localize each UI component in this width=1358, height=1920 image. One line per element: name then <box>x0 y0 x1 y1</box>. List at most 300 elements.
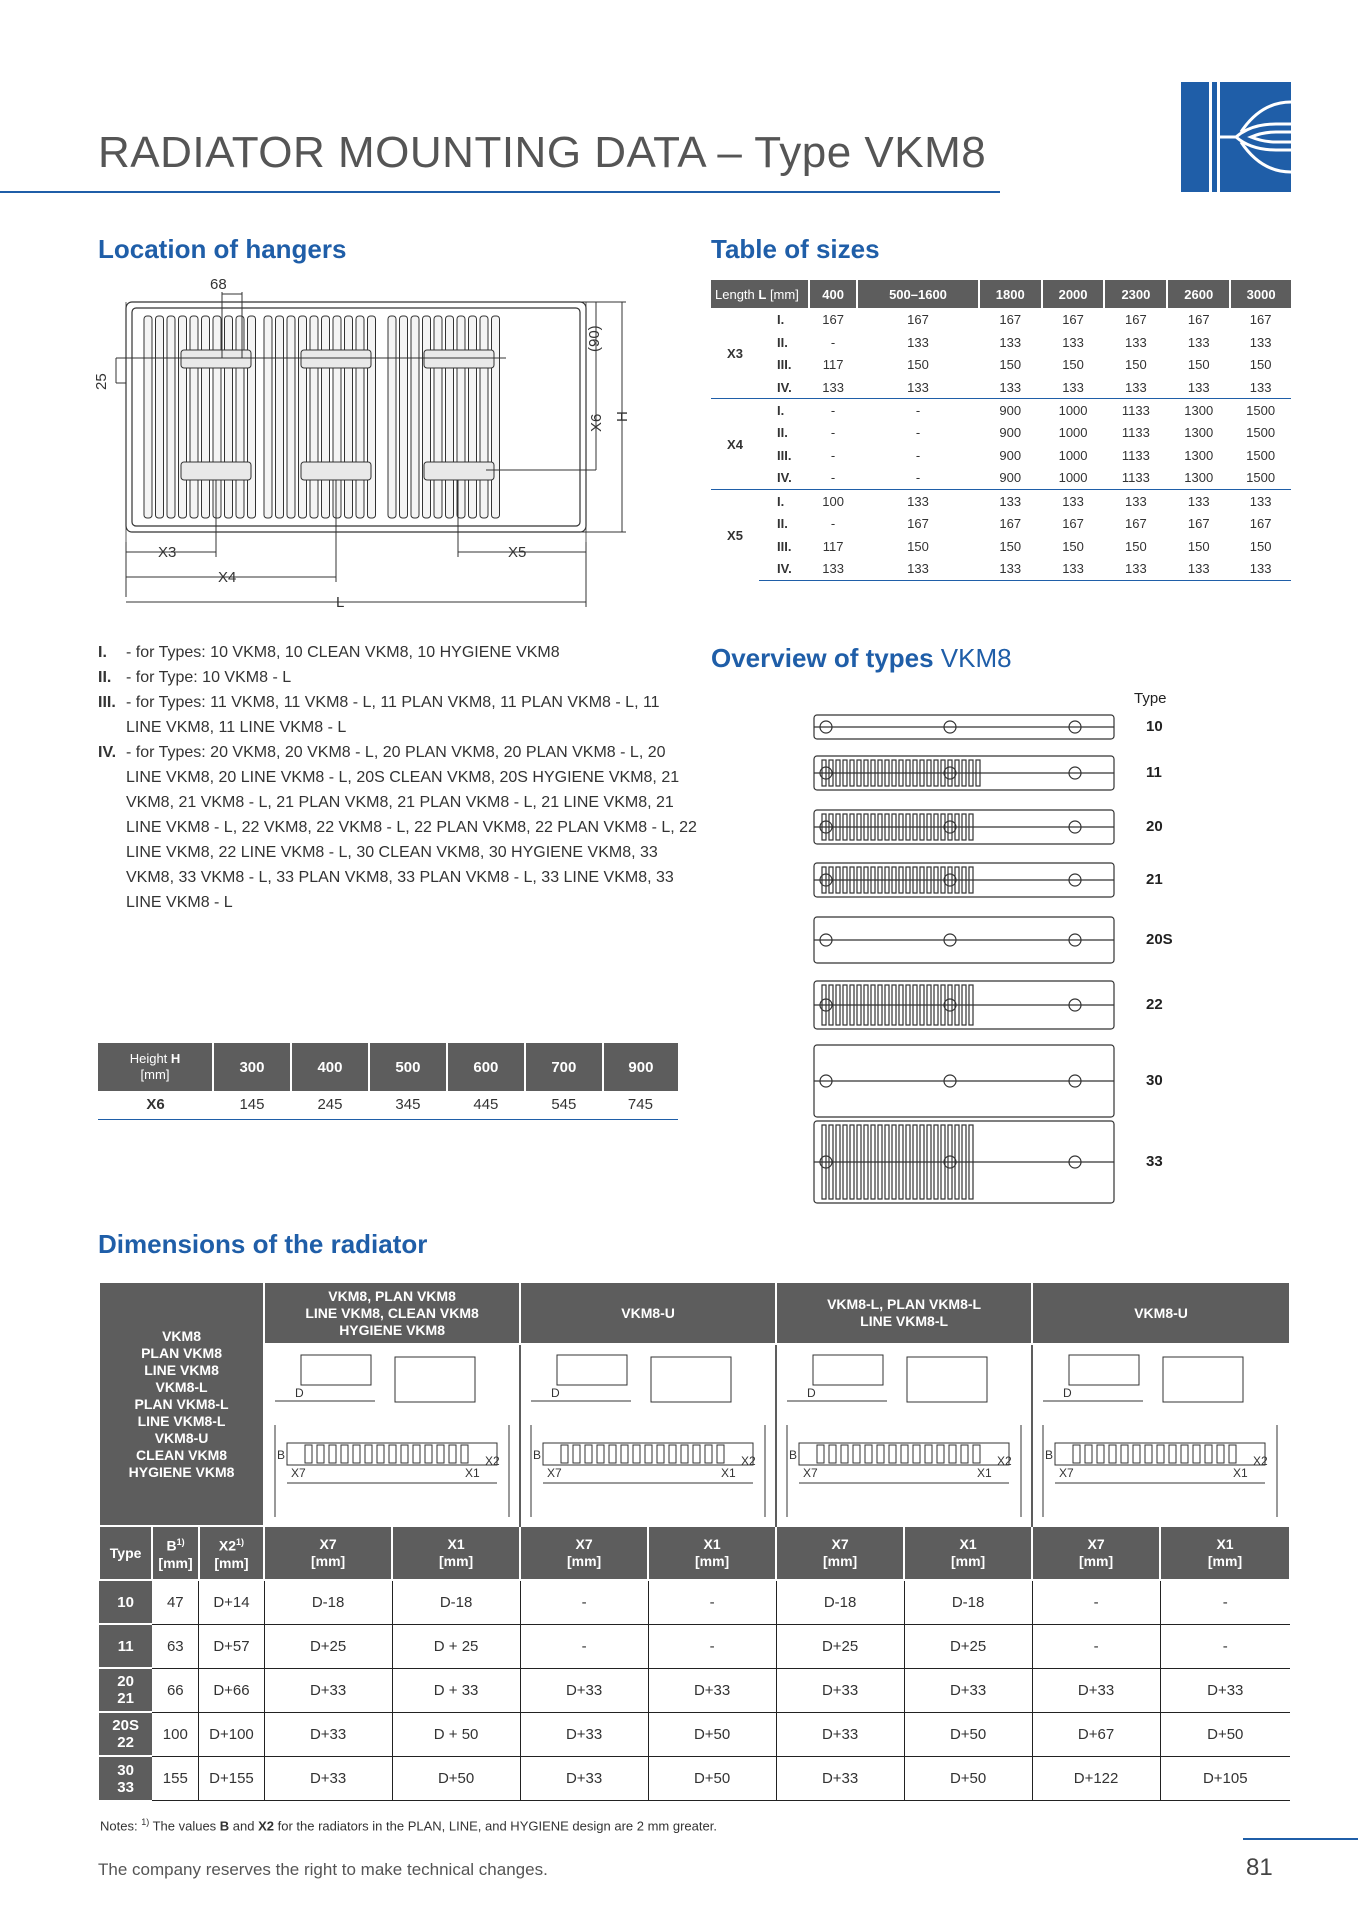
group-head-4 <box>1032 1282 1290 1344</box>
dimension-row <box>99 1712 1290 1756</box>
size-cell: 133 <box>1062 334 1084 350</box>
size-cell: 133 <box>1167 558 1230 581</box>
diagram-label-d: D <box>295 1386 304 1400</box>
size-cell: 167 <box>1125 516 1147 532</box>
dim-68: 68 <box>210 276 227 293</box>
sizes-row <box>711 376 1291 399</box>
diagram-label-x2: X2 <box>1253 1454 1268 1468</box>
dimension-value: D+33 <box>776 1756 904 1800</box>
diagram-label-x7: X7 <box>547 1466 562 1480</box>
model-name: VKM8-L <box>155 1378 208 1395</box>
roman-label: II. <box>777 334 788 350</box>
x6-value: 745 <box>603 1091 678 1119</box>
roman-label: III. <box>777 447 792 463</box>
size-cell: 150 <box>1187 538 1210 554</box>
radiator-type-drawing <box>810 807 1120 847</box>
sizes-row <box>711 558 1291 581</box>
footer-disclaimer: The company reserves the right to make technical changes. <box>98 1860 548 1879</box>
size-cell: 133 <box>999 379 1022 395</box>
dimension-value: 63 <box>152 1624 199 1668</box>
dimension-value: D+33 <box>264 1712 392 1756</box>
dimension-value: D-18 <box>392 1580 520 1624</box>
size-cell: 133 <box>1062 379 1084 395</box>
mounting-diagram <box>1032 1344 1290 1526</box>
group-head-line: VKM8-U <box>621 1304 675 1321</box>
size-cell: 900 <box>979 399 1042 422</box>
model-name: PLAN VKM8-L <box>134 1395 229 1412</box>
sizes-row <box>711 331 1291 354</box>
type-cell: 20 21 <box>99 1668 152 1712</box>
size-cell: 167 <box>1062 516 1084 532</box>
model-name: CLEAN VKM8 <box>136 1446 228 1463</box>
diagram-label-x7: X7 <box>803 1466 818 1480</box>
group-label: X4 <box>711 399 759 490</box>
x6-value: 245 <box>291 1091 369 1119</box>
size-cell: 167 <box>1187 311 1210 327</box>
dimension-value: D+57 <box>199 1624 264 1668</box>
group-head-line: LINE VKM8-L <box>860 1313 949 1329</box>
size-cell: 133 <box>979 558 1042 581</box>
roman-label: IV. <box>777 470 792 486</box>
size-cell: 100 <box>809 490 857 513</box>
dim-90: (90) <box>586 325 603 352</box>
dim-x3: X3 <box>158 544 177 561</box>
size-cell: 1000 <box>1042 399 1105 422</box>
height-col-header: 700 <box>525 1043 603 1091</box>
length-header: Length L [mm] <box>711 280 809 308</box>
dimension-value: D+122 <box>1032 1756 1160 1800</box>
group-head-1 <box>264 1282 520 1344</box>
size-cell: 1300 <box>1184 447 1214 463</box>
length-col-header: 400 <box>809 280 857 308</box>
size-cell: 117 <box>822 357 844 373</box>
length-col-header: 500–1600 <box>857 280 979 308</box>
type-label: 20 <box>1146 818 1163 835</box>
size-cell: 133 <box>1230 558 1291 581</box>
note-text: - for Types: 20 VKM8, 20 VKM8 - L, 20 PLAN VKM8, 20 PLAN VKM8 - L, 20 LINE VKM8, 20 LINE VKM8 - L, 20S CLEAN VKM8, 20S HYGIENE VKM8, 21 VKM8, 21 VKM8 - L, 21 PLAN VKM8, 21 PLAN VKM8 - L, 21 LINE VKM8, 21 LINE VKM8 - L, 22 VKM8, 22 VKM8 - L, 22 PLAN VKM8, 22 PLAN VKM8 - L, 22 LINE VKM8, 22 LINE VKM8 - L, 30 CLEAN VKM8, 30 HYGIENE VKM8, 33 VKM8, 33 VKM8 - L, 33 PLAN VKM8, 33 PLAN VKM8 - L, 33 LINE VKM8, 33 LINE VKM8 - L <box>126 744 697 911</box>
height-col-header: 500 <box>369 1043 447 1091</box>
size-cell: 167 <box>907 311 929 327</box>
size-cell: 1000 <box>1058 470 1088 486</box>
dimension-value: D+105 <box>1160 1756 1290 1800</box>
radiator-type-drawing <box>810 860 1120 900</box>
hangers-heading: Location of hangers <box>98 234 347 264</box>
type-note <box>98 740 698 915</box>
dimension-value: D-18 <box>264 1580 392 1624</box>
size-cell: 133 <box>1125 334 1147 350</box>
x1-subheader: X1 [mm] <box>1160 1526 1290 1580</box>
sizes-row <box>711 535 1291 558</box>
model-name: VKM8-U <box>154 1429 209 1446</box>
roman-label: IV. <box>777 379 792 395</box>
x2-subheader: X2$^{1)}$ [mm] <box>199 1526 264 1580</box>
x6-label: X6 <box>98 1091 213 1119</box>
sizes-row <box>711 490 1291 513</box>
size-cell: 117 <box>822 538 844 554</box>
type-label: 30 <box>1146 1072 1163 1089</box>
dimension-value: D+155 <box>199 1756 264 1800</box>
x1-subheader: X1 [mm] <box>392 1526 520 1580</box>
roman-label: II. <box>777 516 788 532</box>
sizes-row <box>711 353 1291 376</box>
size-cell: 1500 <box>1230 399 1291 422</box>
size-cell: 167 <box>999 311 1022 327</box>
size-cell: 1300 <box>1184 425 1214 441</box>
diagram-label-x7: X7 <box>291 1466 306 1480</box>
size-cell: - <box>830 447 836 463</box>
size-cell: 133 <box>1187 379 1210 395</box>
dimension-value: D+33 <box>1032 1668 1160 1712</box>
roman-label: II. <box>777 425 788 441</box>
mounting-diagram <box>264 1344 520 1526</box>
dimension-value: D+33 <box>648 1668 776 1712</box>
size-cell: 133 <box>1104 490 1167 513</box>
radiator-type-drawing <box>810 1118 1120 1206</box>
height-col-header: 600 <box>447 1043 525 1091</box>
dimensions-table-wrap <box>98 1281 1291 1801</box>
x1-subheader: X1 [mm] <box>904 1526 1032 1580</box>
size-cell: 150 <box>999 538 1022 554</box>
dimension-value: - <box>1160 1624 1290 1668</box>
model-name: HYGIENE VKM8 <box>128 1463 235 1480</box>
roman-label: III. <box>777 538 792 554</box>
dimension-value: D+33 <box>1160 1668 1290 1712</box>
dimension-value: D+33 <box>776 1668 904 1712</box>
dimension-value: D+50 <box>1160 1712 1290 1756</box>
group-head-3 <box>776 1282 1032 1344</box>
type-label: 11 <box>1146 764 1162 781</box>
height-header: Height H [mm] <box>98 1043 213 1091</box>
note-text: - for Types: 11 VKM8, 11 VKM8 - L, 11 PLAN VKM8, 11 PLAN VKM8 - L, 11 LINE VKM8, 11 LINE VKM8 - L <box>126 694 660 736</box>
types-overview <box>810 690 1173 1230</box>
type-cell: 20S 22 <box>99 1712 152 1756</box>
type-label: 20S <box>1146 931 1173 948</box>
x6-value: 445 <box>447 1091 525 1119</box>
length-col-header: 3000 <box>1230 280 1291 308</box>
diagram-label-x1: X1 <box>721 1466 736 1480</box>
dim-25: 25 <box>93 373 110 390</box>
dimension-value: D + 25 <box>392 1624 520 1668</box>
dimension-value: 47 <box>152 1580 199 1624</box>
size-cell: - <box>915 470 921 486</box>
dimension-value: D+50 <box>904 1712 1032 1756</box>
x1-subheader: X1 [mm] <box>648 1526 776 1580</box>
dimension-value: D+67 <box>1032 1712 1160 1756</box>
group-head-line: LINE VKM8, CLEAN VKM8 <box>305 1304 479 1321</box>
sizes-row <box>711 421 1291 444</box>
group-head-2 <box>520 1282 776 1344</box>
size-cell: 167 <box>1249 311 1272 327</box>
size-cell: 900 <box>999 425 1022 441</box>
model-name: VKM8 <box>162 1327 201 1344</box>
size-cell: 150 <box>907 357 929 373</box>
dimension-value: - <box>520 1624 648 1668</box>
size-cell: 167 <box>999 516 1022 532</box>
size-cell: - <box>857 399 979 422</box>
type-label: 22 <box>1146 996 1163 1013</box>
dimension-value: D+25 <box>776 1624 904 1668</box>
diagram-label-d: D <box>807 1386 816 1400</box>
size-cell: 133 <box>857 558 979 581</box>
roman-label: I. <box>777 311 785 327</box>
sizes-row <box>711 399 1291 422</box>
dimension-value: - <box>520 1580 648 1624</box>
type-label: 21 <box>1146 871 1163 888</box>
size-cell: 133 <box>999 334 1022 350</box>
x7-subheader: X7 [mm] <box>776 1526 904 1580</box>
size-cell: 133 <box>1125 379 1147 395</box>
diagram-label-x7: X7 <box>1059 1466 1074 1480</box>
type-note <box>98 640 698 665</box>
dimension-value: D+50 <box>648 1712 776 1756</box>
sizes-heading: Table of sizes <box>711 234 880 264</box>
dimension-value: D+100 <box>199 1712 264 1756</box>
size-cell: 1300 <box>1167 399 1230 422</box>
size-cell: 133 <box>907 334 929 350</box>
size-cell: 150 <box>999 357 1022 373</box>
diagram-label-b: B <box>789 1448 798 1462</box>
radiator-type-drawing <box>810 753 1120 793</box>
roman-label: IV. <box>759 558 809 581</box>
overview-heading: Overview of types VKM8 <box>711 643 1012 673</box>
size-cell: 150 <box>1249 357 1272 373</box>
diagram-label-x2: X2 <box>997 1454 1012 1468</box>
dimension-value: - <box>648 1624 776 1668</box>
size-cell: 150 <box>907 538 929 554</box>
length-col-header: 1800 <box>979 280 1042 308</box>
size-cell: 133 <box>1187 334 1210 350</box>
size-cell: 133 <box>1167 490 1230 513</box>
height-col-header: 900 <box>603 1043 678 1091</box>
dimension-value: D+50 <box>392 1756 520 1800</box>
dimension-row <box>99 1624 1290 1668</box>
dim-h: H <box>614 411 631 422</box>
height-table <box>98 1043 678 1120</box>
size-cell: 167 <box>1062 311 1084 327</box>
dim-x5: X5 <box>508 544 527 561</box>
model-name: LINE VKM8 <box>144 1361 219 1378</box>
size-cell: 167 <box>822 311 844 327</box>
dimension-value: D+50 <box>648 1756 776 1800</box>
size-cell: - <box>809 399 857 422</box>
company-logo <box>1181 82 1291 192</box>
note-text: - for Type: 10 VKM8 - L <box>126 669 292 686</box>
size-cell: 1133 <box>1121 425 1150 441</box>
dimension-value: - <box>1032 1580 1160 1624</box>
radiator-type-drawing <box>810 1042 1120 1120</box>
dimension-value: - <box>1032 1624 1160 1668</box>
note-num: III. <box>98 694 116 711</box>
dimension-value: D + 50 <box>392 1712 520 1756</box>
size-cell: 167 <box>1125 311 1147 327</box>
type-column-heading: Type <box>1134 690 1167 707</box>
dimensions-heading: Dimensions of the radiator <box>98 1229 428 1259</box>
dim-l: L <box>336 594 345 611</box>
dimension-value: D+50 <box>904 1756 1032 1800</box>
group-head-line: VKM8-L, PLAN VKM8-L <box>827 1296 982 1312</box>
type-cell: 11 <box>99 1624 152 1668</box>
size-cell: 133 <box>822 379 844 395</box>
size-cell: - <box>830 425 836 441</box>
size-cell: 150 <box>1062 357 1084 373</box>
size-cell: - <box>915 425 921 441</box>
diagram-label-b: B <box>1045 1448 1054 1462</box>
size-cell: 133 <box>1104 558 1167 581</box>
x7-subheader: X7 [mm] <box>1032 1526 1160 1580</box>
size-cell: 133 <box>1249 379 1272 395</box>
size-cell: 133 <box>1249 334 1272 350</box>
dimensions-table <box>98 1281 1291 1801</box>
diagram-label-x2: X2 <box>485 1454 500 1468</box>
model-name: PLAN VKM8 <box>141 1344 222 1361</box>
diagram-label-b: B <box>277 1448 286 1462</box>
dimension-value: D-18 <box>904 1580 1032 1624</box>
dimension-value: D+33 <box>776 1712 904 1756</box>
model-list-header <box>99 1282 264 1526</box>
dimension-value: - <box>1160 1580 1290 1624</box>
height-col-header: 400 <box>291 1043 369 1091</box>
title-rule <box>0 191 1000 193</box>
sizes-table <box>711 280 1291 581</box>
note-num: IV. <box>98 744 117 761</box>
sizes-row <box>711 308 1291 331</box>
size-cell: 150 <box>1125 357 1147 373</box>
sizes-row <box>711 512 1291 535</box>
size-cell: 1500 <box>1246 447 1276 463</box>
type-note <box>98 665 698 690</box>
dimension-value: D+33 <box>264 1756 392 1800</box>
size-cell: 900 <box>999 470 1022 486</box>
size-cell: - <box>830 470 836 486</box>
diagram-label-x1: X1 <box>1233 1466 1248 1480</box>
size-cell: 133 <box>857 490 979 513</box>
mounting-diagram <box>776 1344 1032 1526</box>
note-num: I. <box>98 644 107 661</box>
size-cell: - <box>830 516 836 532</box>
diagram-label-x1: X1 <box>465 1466 480 1480</box>
dimension-value: D+33 <box>264 1668 392 1712</box>
height-col-header: 300 <box>213 1043 291 1091</box>
x6-value: 545 <box>525 1091 603 1119</box>
type-cell: 10 <box>99 1580 152 1624</box>
dimension-row <box>99 1580 1290 1624</box>
dimension-value: 155 <box>152 1756 199 1800</box>
size-cell: 150 <box>1125 538 1147 554</box>
diagram-label-d: D <box>551 1386 560 1400</box>
dimension-value: 66 <box>152 1668 199 1712</box>
dimension-value: D+33 <box>520 1756 648 1800</box>
size-cell: 133 <box>809 558 857 581</box>
size-cell: 167 <box>907 516 929 532</box>
x7-subheader: X7 [mm] <box>520 1526 648 1580</box>
size-cell: 150 <box>1249 538 1272 554</box>
x6-value: 345 <box>369 1091 447 1119</box>
dimension-value: D+33 <box>520 1668 648 1712</box>
mounting-diagram <box>520 1344 776 1526</box>
size-cell: - <box>915 447 921 463</box>
size-cell: 900 <box>999 447 1022 463</box>
size-cell: 1133 <box>1104 399 1167 422</box>
type-notes <box>98 640 698 915</box>
x6-value: 145 <box>213 1091 291 1119</box>
group-label: X5 <box>711 490 759 581</box>
dimension-value: D+66 <box>199 1668 264 1712</box>
size-cell: 1500 <box>1246 470 1276 486</box>
size-cell: 150 <box>1187 357 1210 373</box>
size-cell: 133 <box>1230 490 1291 513</box>
size-cell: 1133 <box>1121 470 1150 486</box>
dimension-value: D+33 <box>904 1668 1032 1712</box>
type-label: 10 <box>1146 718 1163 735</box>
size-cell: 133 <box>907 379 929 395</box>
diagram-label-x2: X2 <box>741 1454 756 1468</box>
size-cell: 133 <box>1042 558 1105 581</box>
size-cell: 150 <box>1062 538 1084 554</box>
dimension-row <box>99 1756 1290 1800</box>
group-label: X3 <box>727 345 743 361</box>
diagram-label-x1: X1 <box>977 1466 992 1480</box>
size-cell: 1000 <box>1058 425 1088 441</box>
dimension-value: D+25 <box>264 1624 392 1668</box>
size-cell: 167 <box>1249 516 1272 532</box>
footnote: Notes: $^{1)}$ The values B and X2 for the radiators in the PLAN, LINE, and HYGIENE design are 2 mm greater. <box>100 1817 717 1834</box>
dimension-value: D+25 <box>904 1624 1032 1668</box>
diagram-label-d: D <box>1063 1386 1072 1400</box>
group-head-line: VKM8-U <box>1134 1304 1188 1321</box>
type-cell: 30 33 <box>99 1756 152 1800</box>
note-text: - for Types: 10 VKM8, 10 CLEAN VKM8, 10 HYGIENE VKM8 <box>126 644 560 661</box>
hangers-diagram <box>93 272 656 622</box>
dim-x4: X4 <box>218 569 237 586</box>
radiator-type-drawing <box>810 978 1120 1032</box>
length-col-header: 2600 <box>1167 280 1230 308</box>
dimension-value: D + 33 <box>392 1668 520 1712</box>
size-cell: 1133 <box>1121 447 1150 463</box>
type-subheader: Type <box>99 1526 152 1580</box>
dimension-value: D+14 <box>199 1580 264 1624</box>
page-number: 81 <box>1246 1854 1273 1881</box>
group-head-line: VKM8, PLAN VKM8 <box>328 1287 456 1304</box>
dimension-value: 100 <box>152 1712 199 1756</box>
radiator-type-drawing <box>810 914 1120 966</box>
footer-rule <box>1243 1838 1358 1840</box>
length-col-header: 2300 <box>1104 280 1167 308</box>
model-name: LINE VKM8-L <box>137 1412 226 1429</box>
roman-label: I. <box>759 490 809 513</box>
size-cell: 133 <box>1042 490 1105 513</box>
roman-label: III. <box>777 357 792 373</box>
dim-x6: X6 <box>588 413 605 432</box>
b-subheader: $B^{1)}$ [mm] <box>152 1526 199 1580</box>
type-label: 33 <box>1146 1153 1163 1170</box>
sizes-row <box>711 467 1291 490</box>
dimension-value: D+33 <box>520 1712 648 1756</box>
type-note <box>98 690 698 740</box>
size-cell: 1000 <box>1058 447 1088 463</box>
dimension-row <box>99 1668 1290 1712</box>
sizes-row <box>711 444 1291 467</box>
radiator-type-drawing <box>810 712 1120 742</box>
size-cell: - <box>830 334 836 350</box>
note-num: II. <box>98 669 112 686</box>
size-cell: 133 <box>979 490 1042 513</box>
size-cell: 167 <box>1187 516 1210 532</box>
size-cell: 1500 <box>1246 425 1276 441</box>
group-head-line: HYGIENE VKM8 <box>339 1321 445 1338</box>
size-cell: 1300 <box>1184 470 1214 486</box>
dimension-value: - <box>648 1580 776 1624</box>
roman-label: I. <box>759 399 809 422</box>
